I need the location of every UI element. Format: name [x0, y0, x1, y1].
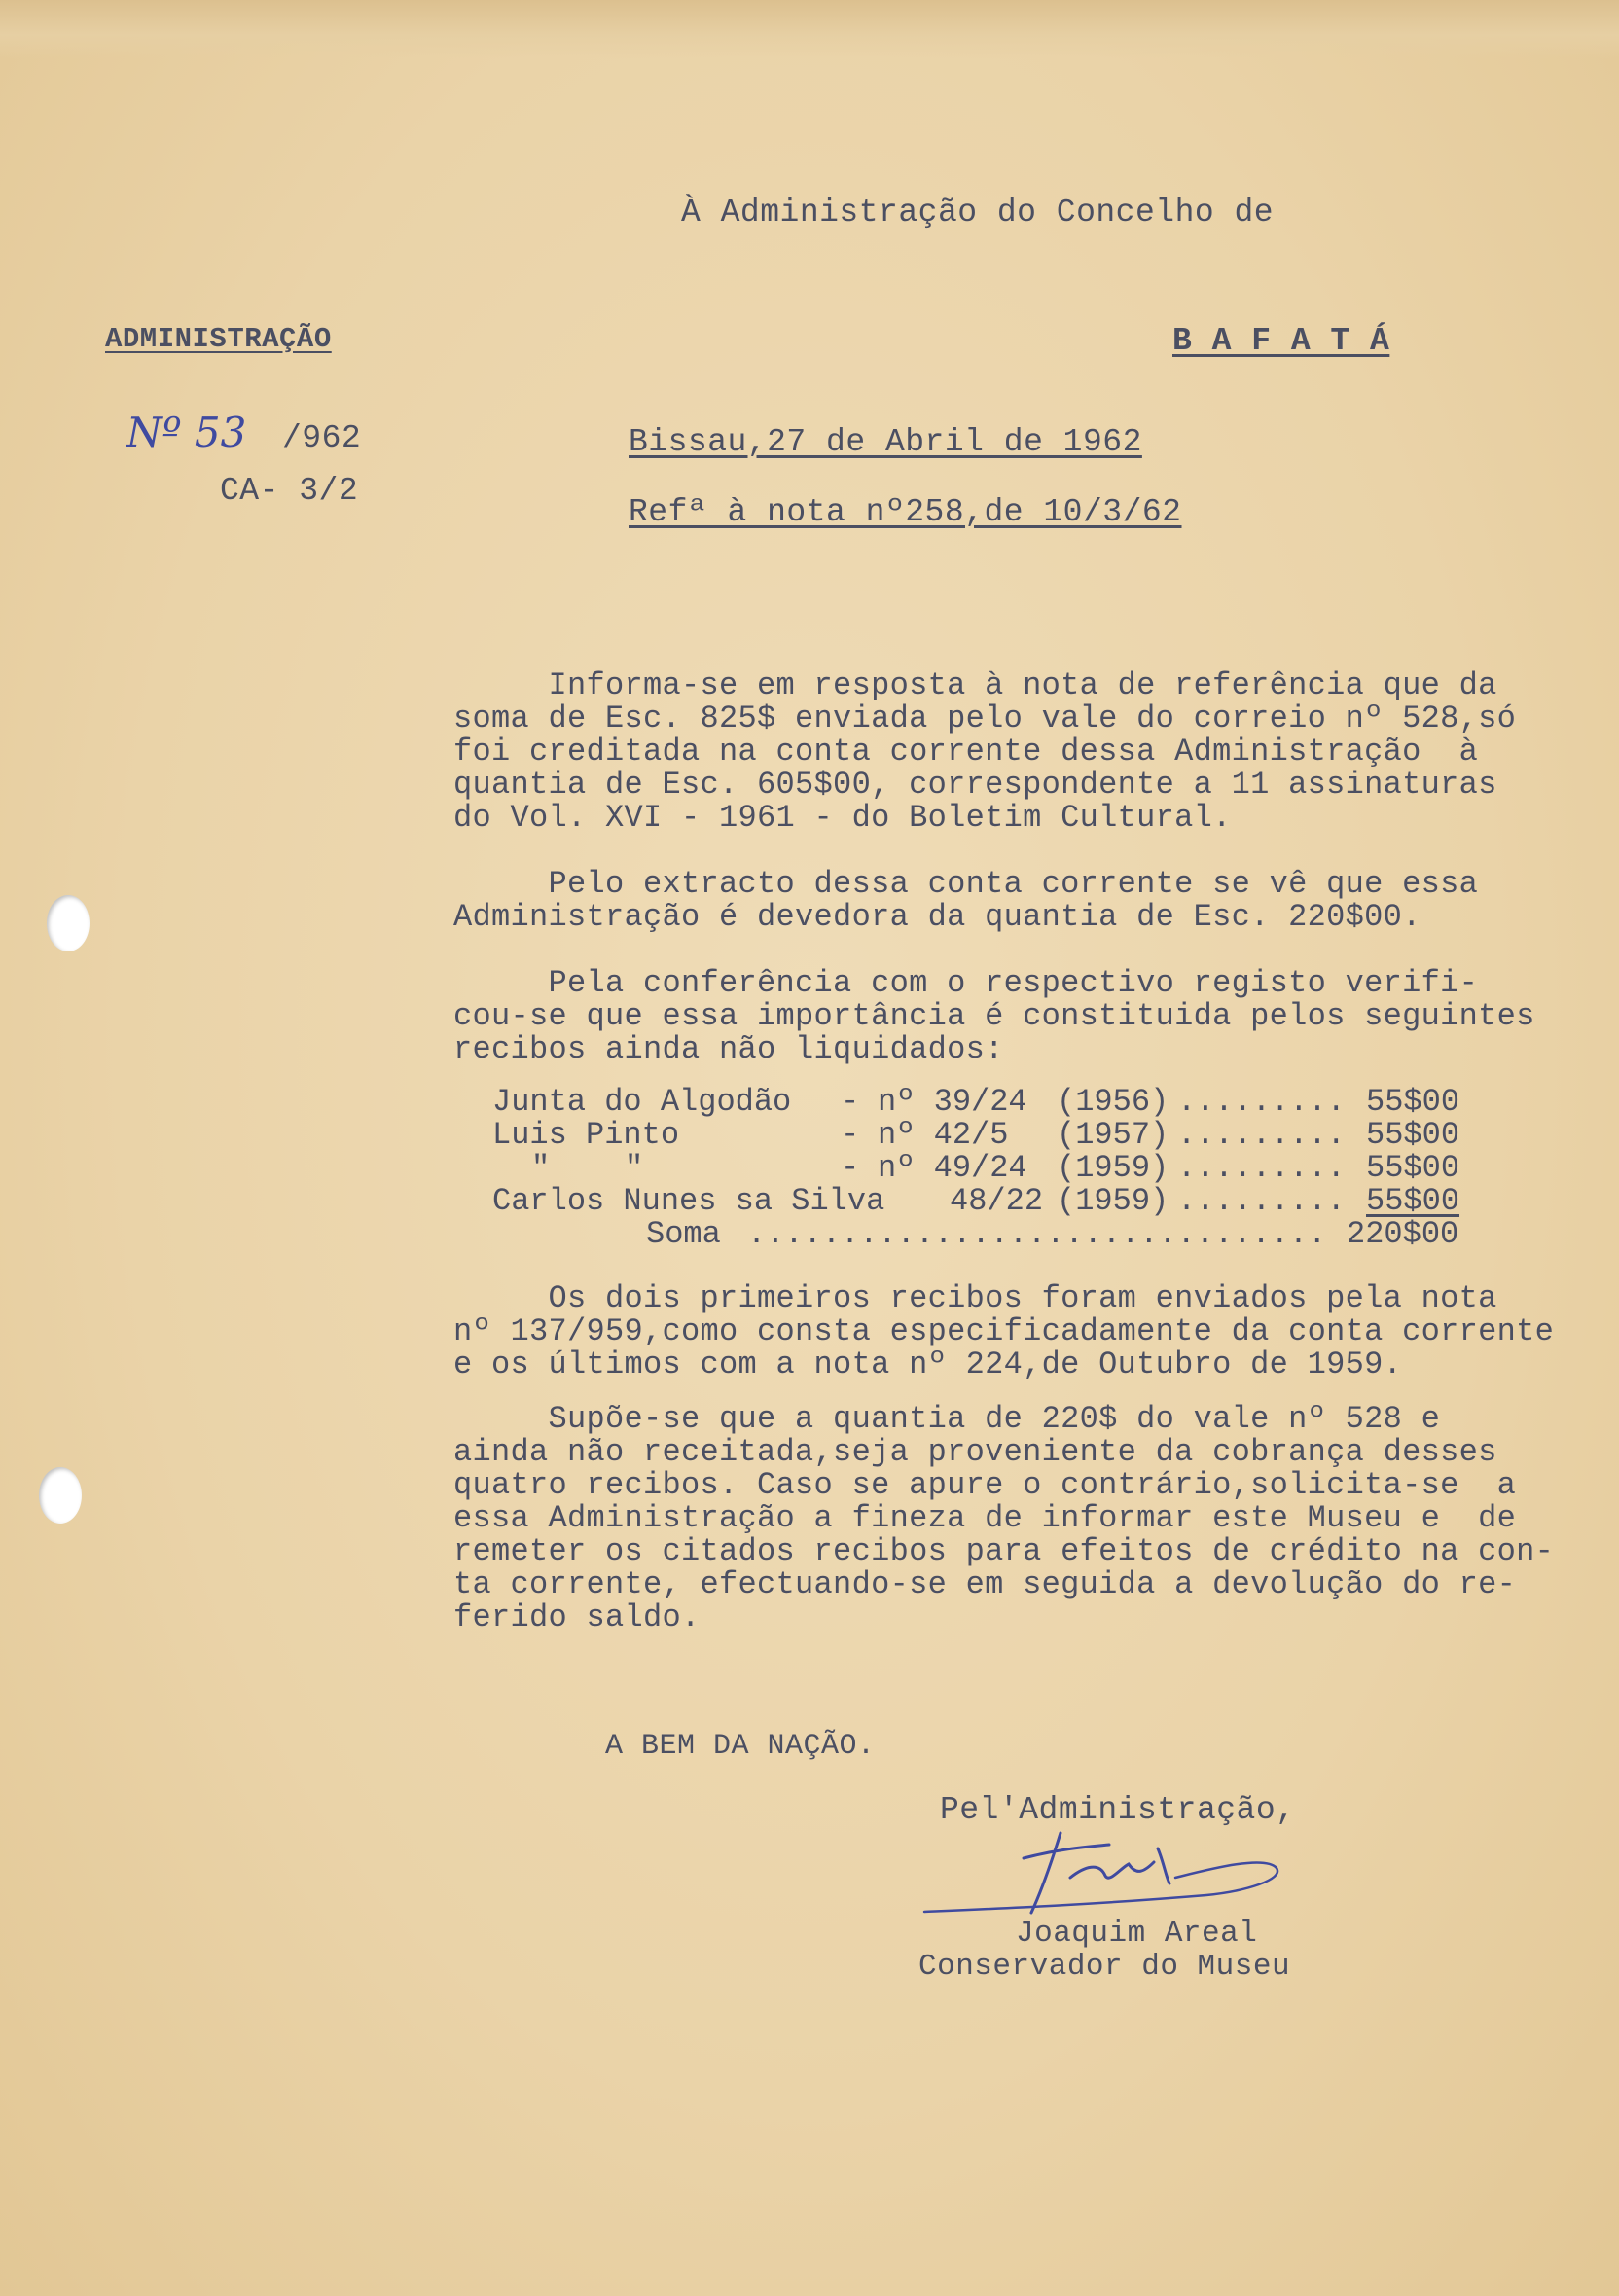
reference-line: Refª à nota nº258,de 10/3/62	[629, 494, 1182, 530]
receipt-number: nº 49/24	[878, 1150, 1027, 1186]
paper-fold	[0, 0, 1619, 58]
text-line: remeter os citados recibos para efeitos de crédito na con-	[453, 1533, 1555, 1569]
text-line: ta corrente, efectuando-se em seguida a devolução do re-	[453, 1566, 1517, 1602]
total-label: Soma	[646, 1216, 721, 1252]
receipt-number: nº 39/24	[878, 1084, 1027, 1120]
receipt-year: (1959)	[1057, 1150, 1169, 1186]
file-code: CA- 3/2	[220, 473, 359, 509]
signer-name: Joaquim Areal	[1016, 1917, 1258, 1951]
receipt-name: Carlos Nunes sa Silva	[492, 1183, 885, 1219]
dept-label: ADMINISTRAÇÃO	[105, 323, 332, 355]
text-line: soma de Esc. 825$ enviada pelo vale do correio nº 528,só	[453, 700, 1517, 736]
text-line: recibos ainda não liquidados:	[453, 1031, 1004, 1067]
text-line: Pelo extracto dessa conta corrente se vê que essa	[453, 866, 1479, 902]
receipt-dots: .........	[1177, 1150, 1346, 1186]
text-line: ferido saldo.	[453, 1599, 701, 1635]
receipt-dots: .........	[1177, 1084, 1346, 1120]
signer-title: Conservador do Museu	[918, 1950, 1291, 1984]
text-line: Administração é devedora da quantia de Esc. 220$00.	[453, 899, 1421, 935]
text-line: quantia de Esc. 605$00, correspondente a 11 assinaturas	[453, 767, 1497, 803]
text-line: nº 137/959,como consta especificadamente da conta corrente	[453, 1313, 1555, 1349]
date-line: Bissau,27 de Abril de 1962	[629, 424, 1142, 460]
receipt-year: (1959)	[1057, 1183, 1169, 1219]
punch-hole-top	[47, 895, 90, 951]
addressee-line: À Administração do Concelho de	[681, 195, 1275, 231]
closing-motto: A BEM DA NAÇÃO.	[605, 1730, 876, 1763]
for-administration: Pel'Administração,	[940, 1792, 1296, 1828]
total-amount: 220$00	[1347, 1216, 1459, 1252]
receipt-year: (1957)	[1057, 1117, 1169, 1153]
receipt-name: " "	[531, 1150, 644, 1186]
text-line: foi creditada na conta corrente dessa Administração à	[453, 734, 1479, 770]
receipt-dash: -	[841, 1150, 860, 1186]
handwritten-number: Nº 53	[126, 409, 247, 456]
receipt-amount: 55$00	[1366, 1117, 1460, 1153]
receipt-amount: 55$00	[1366, 1084, 1460, 1120]
total-dots: ...............................	[747, 1216, 1327, 1252]
text-line: do Vol. XVI - 1961 - do Boletim Cultural.	[453, 800, 1232, 836]
year-suffix: /962	[282, 420, 362, 456]
place-name: B A F A T Á	[1172, 323, 1390, 359]
text-line: essa Administração a fineza de informar este Museu e de	[453, 1500, 1517, 1536]
receipt-dots: .........	[1177, 1183, 1346, 1219]
receipt-dash: -	[841, 1117, 860, 1153]
text-line: Supõe-se que a quantia de 220$ do vale nº 528 e	[453, 1401, 1441, 1437]
receipt-dash: -	[841, 1084, 860, 1120]
text-line: ainda não receitada,seja proveniente da cobrança desses	[453, 1434, 1497, 1470]
text-line: Os dois primeiros recibos foram enviados pela nota	[453, 1280, 1497, 1316]
receipt-amount: 55$00	[1366, 1150, 1460, 1186]
text-line: cou-se que essa importância é constituida pelos seguintes	[453, 998, 1535, 1034]
receipt-dots: .........	[1177, 1117, 1346, 1153]
receipt-number: nº 42/5	[878, 1117, 1009, 1153]
receipt-amount: 55$00	[1366, 1183, 1460, 1219]
text-line: Informa-se em resposta à nota de referência que da	[453, 667, 1497, 703]
text-line: Pela conferência com o respectivo registo verifi-	[453, 965, 1479, 1001]
text-line: e os últimos com a nota nº 224,de Outubro de 1959.	[453, 1346, 1403, 1382]
receipt-name: Junta do Algodão	[492, 1084, 792, 1120]
text-line: quatro recibos. Caso se apure o contrário,solicita-se a	[453, 1467, 1517, 1503]
receipt-year: (1956)	[1057, 1084, 1169, 1120]
punch-hole-bottom	[39, 1467, 82, 1524]
receipt-name: Luis Pinto	[492, 1117, 680, 1153]
signature-icon	[915, 1819, 1304, 1926]
receipt-number: 48/22	[950, 1183, 1044, 1219]
